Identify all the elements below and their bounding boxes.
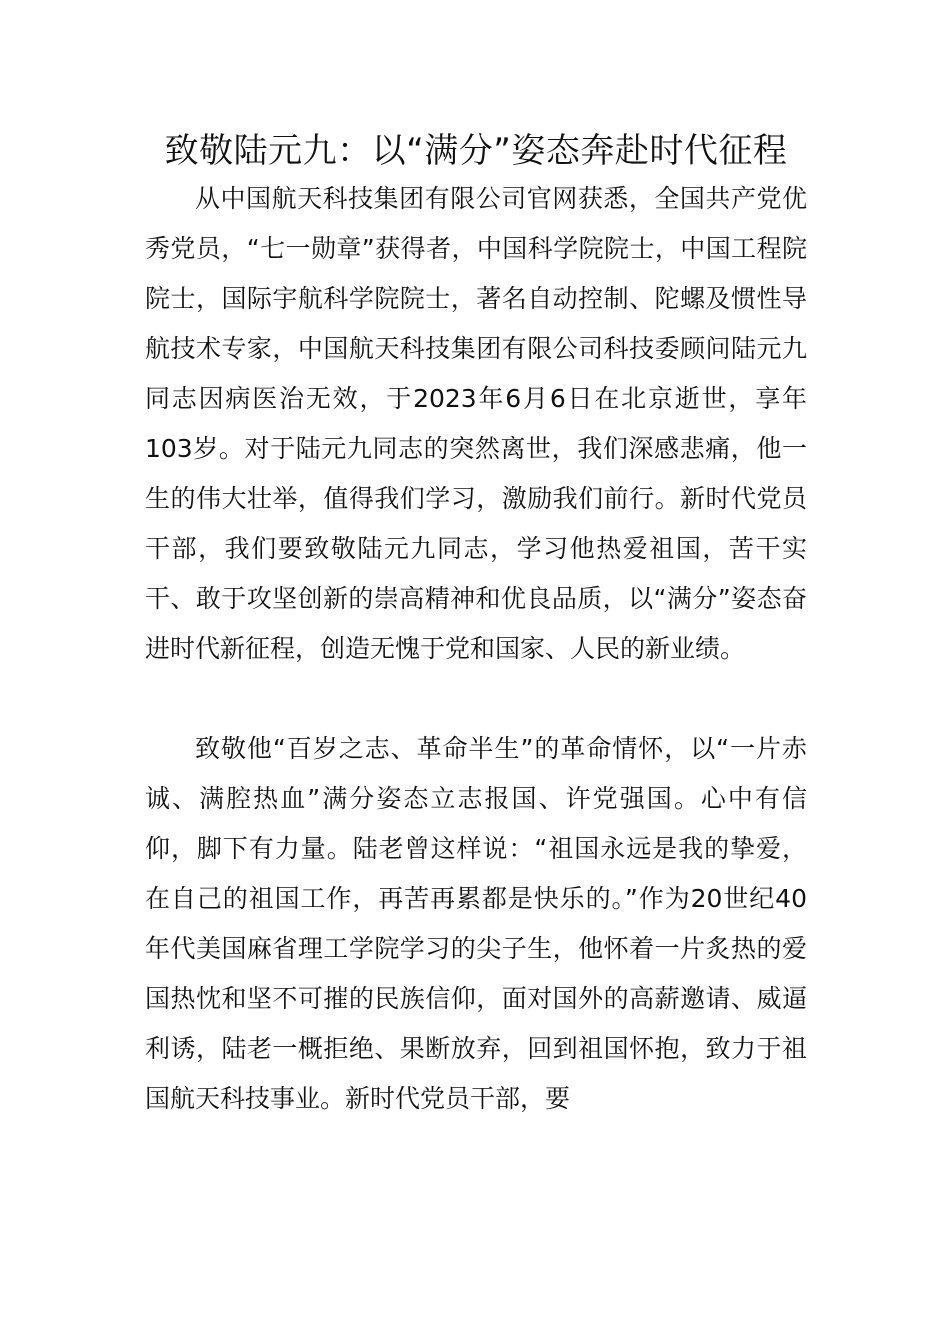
paragraph-1: 从中国航天科技集团有限公司官网获悉，全国共产党优秀党员，“七一勋章”获得者，中国科学院院士，中国工程院院士，国际宇航科学院院士，著名自动控制、陀螺及惯性导航技术专家，中国航天科技集团有限公司科技委顾问陆元九同志因病医治无效，于2023年6月6日在北京逝世，享年103岁。对于陆元九同志的突然离世，我们深感悲痛，他一生的伟大壮举，值得我们学习，激励我们前行。新时代党员干部，我们要致敬陆元九同志，学习他热爱祖国，苦干实干、敢于攻坚创新的崇高精神和优良品质，以“满分”姿态奋进时代新征程，创造无愧于党和国家、人民的新业绩。 [145,184,807,663]
paragraph-2: 致敬他“百岁之志、革命半生”的革命情怀，以“一片赤诚、满腔热血”满分姿态立志报国、许党强国。心中有信仰，脚下有力量。陆老曾这样说：“祖国永远是我的挚爱，在自己的祖国工作，再苦再累都是快乐的。”作为20世纪40年代美国麻省理工学院学习的尖子生，他怀着一片炙热的爱国热忱和坚不可摧的民族信仰，面对国外的高薪邀请、威逼利诱，陆老一概拒绝、果断放弃，回到祖国怀抱，致力于祖国航天科技事业。新时代党员干部，要 [145,734,807,1113]
document-page [145,128,807,1124]
document-title: 致敬陆元九：以“满分”姿态奔赴时代征程 [164,131,788,171]
paragraph-spacer [145,674,807,724]
